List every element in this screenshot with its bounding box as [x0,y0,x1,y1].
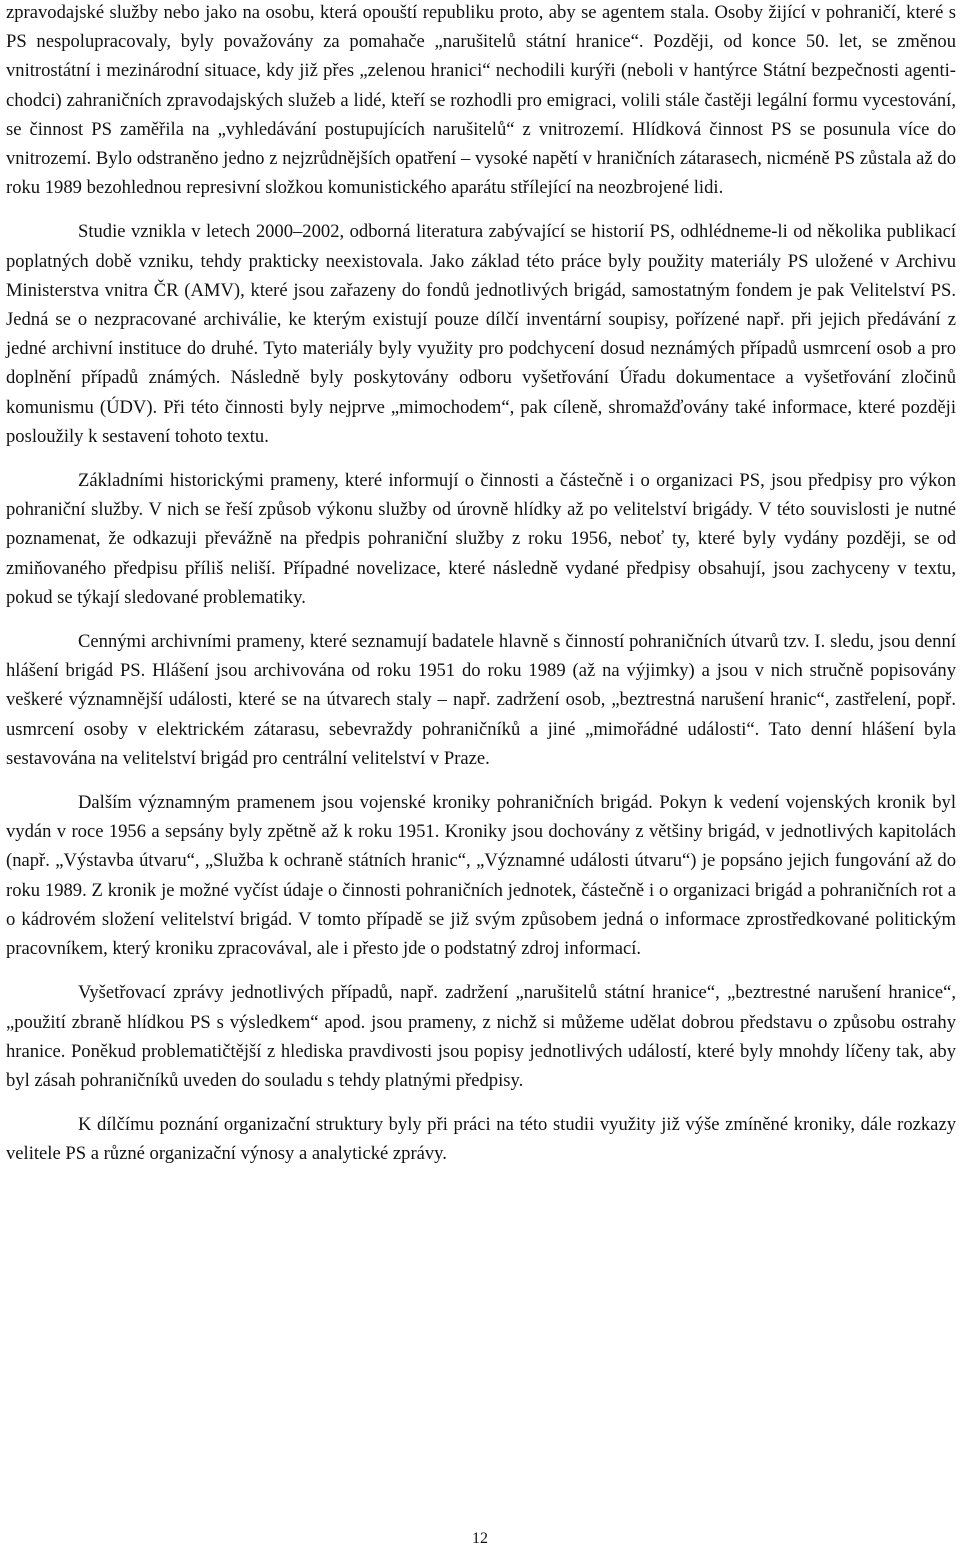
paragraph-3: Základními historickými prameny, které informují o činnosti a částečně i o organizaci PS, jsou předpisy pro výkon pohraniční služby. V nich se řeší způsob výkonu služby od úrovně hlídky až po velitelství brigády. V této souvislosti je nutné poznamenat, že odkazuji převážně na předpis pohraniční služby z roku 1956, neboť ty, které byly vydány později, se od zmiňovaného předpisu příliš neliší. Případné novelizace, které následně vydané předpisy obsahují, jsou zachyceny v textu, pokud se týkají sledované problematiky. [6,470,956,608]
paragraph-6: Vyšetřovací zprávy jednotlivých případů, např. zadržení „narušitelů státní hranice“, „beztrestné narušení hranice“, „použití zbraně hlídkou PS s výsledkem“ apod. jsou prameny, z nichž si můžeme udělat dobrou představu o způsobu ostrahy hranice. Poněkud problematičtější z hlediska pravdivosti jsou popisy jednotlivých událostí, které byly mnohdy líčeny tak, aby byl zásah pohraničníků uveden do souladu s tehdy platnými předpisy. [6,982,956,1091]
paragraph-4: Cennými archivními prameny, které seznamují badatele hlavně s činností pohraničních útvarů tzv. I. sledu, jsou denní hlášení brigád PS. Hlášení jsou archivována od roku 1951 do roku 1989 (až na výjimky) a jsou v nich stručně popisovány veškeré významnější události, které se na útvarech staly – např. zadržení osob, „beztrestná narušení hranic“, zastřelení, popř. usmrcení osoby v elektrickém zátarasu, sebevraždy pohraničníků a jiné „mimořádné události“. Tato denní hlášení byla sestavována na velitelství brigád pro centrální velitelství v Praze. [6,631,956,769]
document-page [6,0,956,1184]
paragraph-5: Dalším významným pramenem jsou vojenské kroniky pohraničních brigád. Pokyn k vedení vojenských kronik byl vydán v roce 1956 a sepsány byly zpětně až k roku 1951. Kroniky jsou dochovány z většiny brigád, v jednotlivých kapitolách (např. „Výstavba útvaru“, „Služba k ochraně státních hranic“, „Významné události útvaru“) je popsáno jejich fungování až do roku 1989. Z kronik je možné vyčíst údaje o činnosti pohraničních jednotek, částečně i o organizaci brigád a pohraničních rot a o kádrovém složení velitelství brigád. V tomto případě se již svým způsobem jedná o informace zprostředkované politickým pracovníkem, který kroniku zpracovával, ale i přesto jde o podstatný zdroj informací. [6,792,956,960]
paragraph-7: K dílčímu poznání organizační struktury byly při práci na této studii využity již výše zmíněné kroniky, dále rozkazy velitele PS a různé organizační výnosy a analytické zprávy. [6,1114,956,1165]
paragraph-1: zpravodajské služby nebo jako na osobu, která opouští republiku proto, aby se agentem stala. Osoby žijící v pohraničí, které s PS nespolupracovaly, byly považovány za pomahače „narušitelů státní hranice“. Později, od konce 50. let, se změnou vnitrostátní i mezinárodní situace, kdy již přes „zelenou hranici“ nechodili kurýři (neboli v hantýrce Státní bezpečnosti agentichodci) zahraničních zpravodajských služeb a lidé, kteří se rozhodli pro emigraci, volili stále častěji legální formu vycestování, se činnost PS zaměřila na „vyhledávání postupujících narušitelů“ z vnitrozemí. Hlídková činnost PS se posunula více do vnitrozemí. Bylo odstraněno jedno z nejzrůdnějších opatření – vysoké napětí v hraničních zátarasech, nicméně PS zůstala až do roku 1989 bezohlednou represivní složkou komunistického aparátu střílející na neozbrojené lidi. [6,2,956,199]
paragraph-2: Studie vznikla v letech 2000–2002, odborná literatura zabývající se historií PS, odhlédneme-li od několika publikací poplatných době vzniku, tehdy prakticky neexistovala. Jako základ této práce byly použity materiály PS uložené v Archivu Ministerstva vnitra ČR (AMV), které jsou zařazeny do fondů jednotlivých brigád, samostatným fondem je pak Velitelství PS. Jedná se o nezpracované archiválie, ke kterým existují pouze dílčí inventární soupisy, pořízené např. při jejich předávání z jedné archivní instituce do druhé. Tyto materiály byly využity pro podchycení dosud neznámých případů usmrcení osob a pro doplnění případů známých. Následně byly poskytovány odboru vyšetřování Úřadu dokumentace a vyšetřování zločinů komunismu (ÚDV). Při této činnosti byly nejprve „mimochodem“, pak cíleně, shromažďovány také informace, které později posloužily k sestavení tohoto textu. [6,221,956,447]
page-number: 12 [472,1530,488,1547]
